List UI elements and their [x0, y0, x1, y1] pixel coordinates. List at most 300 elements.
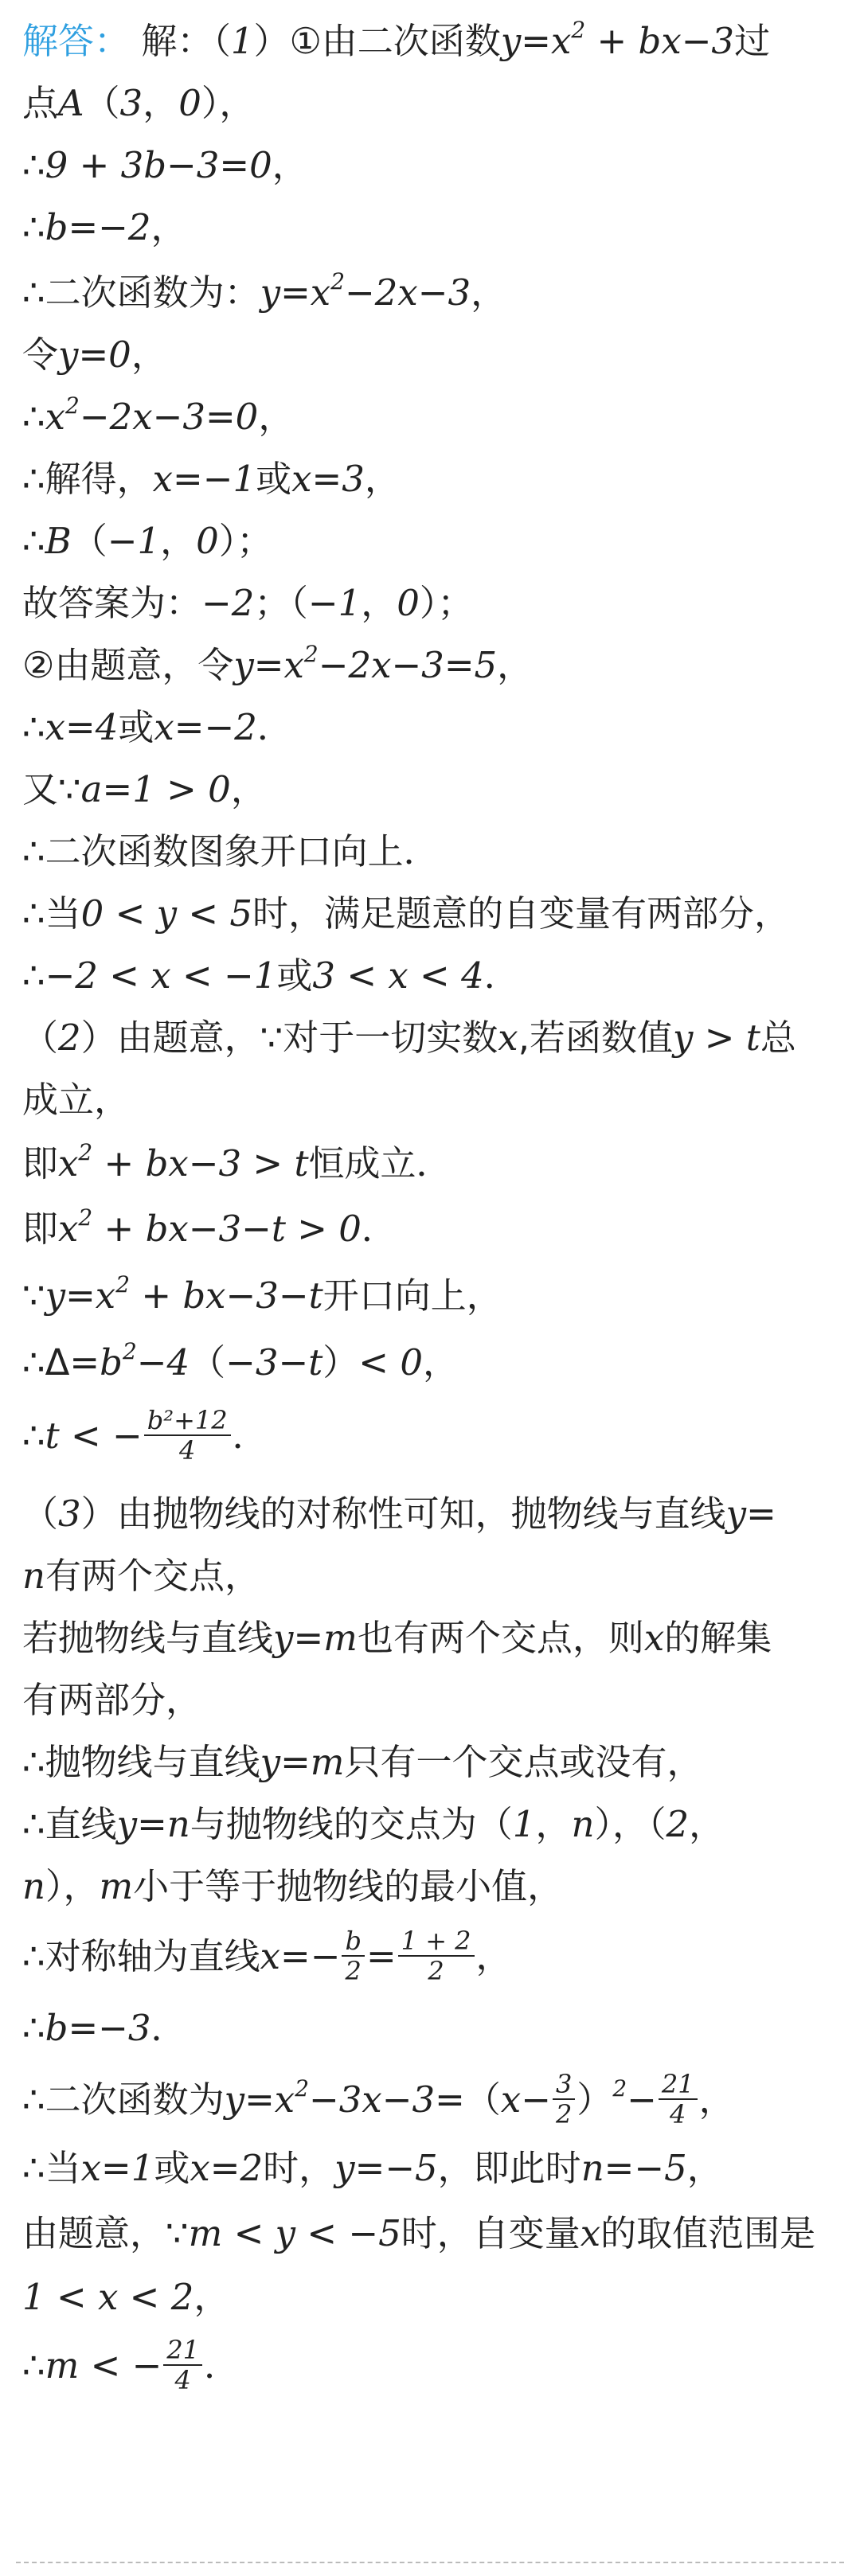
text-run: =: [746, 1493, 776, 1535]
answer-label: 解答：: [22, 20, 131, 62]
solution-line: [22, 142, 842, 189]
math-term: x: [260, 1935, 281, 1977]
text-run: =−: [354, 2147, 416, 2189]
text-run: ∴当: [22, 892, 81, 935]
math-term: 3b: [120, 144, 167, 186]
text-run: +: [130, 1274, 183, 1317]
text-run: −: [79, 396, 110, 438]
math-term: 3: [711, 20, 735, 62]
math-term: bx: [145, 1208, 189, 1250]
solution-line: [22, 1076, 842, 1124]
text-run: <: [177, 892, 230, 935]
text-run: −: [241, 1208, 272, 1250]
exponent: 2: [612, 2075, 627, 2102]
text-run: ，: [258, 396, 295, 438]
text-run: ．: [232, 1415, 268, 1457]
math-term: x: [550, 20, 572, 62]
text-run: （−: [71, 520, 138, 562]
text-run: ）①由二次函数: [253, 20, 501, 62]
math-term: 2x: [109, 396, 153, 438]
math-term: x: [45, 396, 66, 438]
text-run: ∴二次函数图象开口向上．: [22, 830, 440, 872]
math-term: 3: [256, 1274, 279, 1317]
math-term: x: [291, 458, 312, 500]
text-run: ．: [483, 954, 520, 997]
text-run: >: [154, 768, 209, 810]
math-term: 2x: [374, 271, 418, 314]
math-term: y: [260, 271, 281, 314]
solution-line: [22, 1405, 842, 1468]
text-run: 故答案为：−: [22, 582, 232, 624]
fraction: [659, 2070, 698, 2129]
math-term: t: [271, 1208, 286, 1250]
math-term: y: [233, 644, 254, 686]
solution-line: [22, 1676, 842, 1724]
text-run: =: [311, 458, 342, 500]
math-term: x: [80, 2147, 102, 2189]
math-term: n: [571, 1803, 595, 1845]
math-term: m: [99, 1865, 134, 1907]
text-run: ，: [272, 144, 308, 186]
text-run: −: [188, 1208, 219, 1250]
text-run: ，: [535, 1803, 572, 1845]
text-run: ∴−: [22, 954, 76, 997]
text-run: +: [585, 20, 639, 62]
solution-line: [22, 393, 842, 446]
text-run: <: [45, 2276, 98, 2318]
math-term: x: [498, 1017, 518, 1059]
text-run: ），: [201, 82, 256, 124]
exponent: 2: [330, 268, 346, 295]
text-run: ，: [698, 2078, 735, 2121]
text-run: =−: [68, 206, 128, 248]
text-run: =−: [173, 458, 233, 500]
text-run: ．: [150, 2007, 187, 2049]
text-run: 时，满足题意的自变量有两部分，: [252, 892, 791, 935]
math-term: 2: [170, 2276, 194, 2318]
solution-line: [22, 828, 842, 876]
exponent: 2: [295, 2075, 310, 2102]
text-run: =（: [435, 2078, 501, 2121]
text-run: <: [104, 892, 157, 935]
text-run: ∴: [22, 144, 45, 186]
math-term: 4: [95, 706, 119, 748]
text-run: −: [278, 1341, 309, 1384]
solution-line: [22, 766, 842, 814]
text-run: （: [22, 1017, 59, 1059]
math-term: y: [260, 1741, 281, 1783]
text-run: ∴抛物线与直线: [22, 1741, 260, 1783]
exponent: 2: [571, 17, 586, 43]
text-run: ，即此时: [437, 2147, 581, 2189]
fraction-denominator: 4: [670, 2099, 686, 2129]
text-run: ，: [497, 644, 534, 686]
text-run: 总: [760, 1017, 796, 1059]
math-term: m: [188, 2212, 223, 2254]
text-run: =: [444, 644, 475, 686]
text-run: ，: [686, 2147, 723, 2189]
text-run: −: [521, 2078, 551, 2121]
text-run: < −: [295, 2212, 379, 2254]
fraction-numerator: b: [342, 1926, 364, 1957]
math-term: t: [45, 1415, 60, 1457]
math-term: n: [22, 1865, 45, 1907]
exponent: 2: [78, 1139, 93, 1165]
math-term: 5: [664, 2147, 687, 2189]
text-run: 与抛物线的交点为（: [190, 1803, 513, 1845]
math-term: 3: [448, 271, 471, 314]
solution-line: [22, 2210, 842, 2258]
math-term: m: [45, 2344, 80, 2387]
solution-line: [22, 1490, 842, 1538]
text-run: =: [102, 768, 133, 810]
solution-line: [22, 580, 842, 627]
math-term: y: [45, 1274, 66, 1317]
exponent: 2: [122, 1338, 137, 1364]
math-term: 9: [45, 144, 68, 186]
math-term: 2: [127, 206, 151, 248]
text-run: =: [280, 1741, 311, 1783]
text-run: 成立，: [22, 1079, 131, 1121]
math-term: 3: [421, 644, 444, 686]
math-term: m: [323, 1617, 358, 1659]
math-term: 1: [233, 458, 256, 500]
text-run: ∴: [22, 396, 45, 438]
text-run: ，: [160, 520, 197, 562]
text-run: −: [278, 1274, 309, 1317]
solution-line: [22, 2335, 842, 2398]
text-run: −: [681, 20, 712, 62]
text-run: ∴: [22, 1415, 45, 1457]
math-term: t: [308, 1274, 323, 1317]
math-term: y: [725, 1493, 747, 1535]
text-run: −: [225, 1274, 256, 1317]
math-term: x: [45, 706, 66, 748]
math-term: 0: [208, 768, 231, 810]
math-term: x: [150, 954, 171, 997]
text-run: ，: [361, 582, 397, 624]
solution-line: [22, 18, 842, 70]
math-term: 3: [196, 144, 220, 186]
text-run: −: [345, 271, 375, 314]
text-run: ，: [131, 334, 167, 376]
text-run: ∴: [22, 2007, 45, 2049]
solution-line: [22, 517, 842, 565]
text-run: 有两部分，: [22, 1679, 202, 1721]
text-run: 小于等于抛物线的最小值，: [133, 1865, 564, 1907]
text-run: ，: [471, 271, 507, 314]
math-term: m: [310, 1741, 345, 1783]
exponent: 2: [303, 641, 319, 667]
text-run: 点: [22, 82, 59, 124]
math-term: 5: [415, 2147, 438, 2189]
fraction-numerator: 21: [163, 2336, 202, 2366]
math-term: x: [310, 271, 331, 314]
text-run: 时，: [263, 2147, 335, 2189]
math-term: b: [45, 206, 68, 248]
text-run: −: [627, 2078, 657, 2121]
math-term: 5: [474, 644, 498, 686]
math-term: 0: [249, 144, 272, 186]
text-run: ∴Δ=: [22, 1341, 100, 1384]
text-run: +: [68, 144, 121, 186]
solution-line: [22, 331, 842, 379]
text-run: 只有一个交点或没有，: [344, 1741, 703, 1783]
math-term: 2: [231, 582, 255, 624]
text-run: ．: [204, 2344, 240, 2387]
fraction-denominator: 2: [428, 1956, 444, 1986]
text-run: 的解集: [664, 1617, 772, 1659]
text-run: =: [253, 644, 284, 686]
solution-line: [22, 269, 842, 322]
text-run: ∴: [22, 2344, 45, 2387]
math-term: n: [580, 2147, 604, 2189]
solution-line: [22, 1272, 842, 1325]
math-term: 3: [412, 2078, 436, 2121]
math-term: 0: [178, 82, 201, 124]
math-term: 1: [137, 520, 161, 562]
math-term: y: [156, 892, 178, 935]
fraction-denominator: 4: [174, 2365, 191, 2395]
math-term: 5: [378, 2212, 401, 2254]
text-run: <: [222, 2212, 276, 2254]
fraction-numerator: 3: [553, 2070, 575, 2100]
math-term: x: [274, 2078, 295, 2121]
text-run: ∴: [22, 520, 45, 562]
text-run: 即: [22, 1142, 59, 1185]
solution-line: [22, 1014, 842, 1062]
text-run: ）<: [322, 1341, 401, 1384]
text-run: ．: [256, 706, 293, 748]
text-run: 时，自变量: [401, 2212, 580, 2254]
math-term: 2: [666, 1803, 690, 1845]
solution-line: [22, 1801, 842, 1848]
fraction-denominator: 4: [179, 1435, 196, 1466]
solution-line: [22, 2069, 842, 2132]
math-term: 3: [119, 82, 143, 124]
text-run: 又∵: [22, 768, 81, 810]
text-run: +: [92, 1142, 146, 1185]
math-term: x: [283, 644, 304, 686]
text-run: <: [408, 954, 462, 997]
math-term: 3x: [338, 2078, 382, 2121]
math-term: 1: [512, 1803, 536, 1845]
text-run: >: [285, 1208, 339, 1250]
solution-line: [22, 2004, 842, 2052]
text-run: （: [22, 1493, 59, 1535]
text-run: ，: [422, 1341, 459, 1384]
text-run: =−: [280, 1935, 341, 1977]
math-term: 0: [108, 334, 131, 376]
math-term: y: [275, 2212, 296, 2254]
math-term: 3: [182, 396, 205, 438]
math-term: x: [58, 1208, 79, 1250]
math-term: x: [580, 2212, 601, 2254]
math-term: A: [58, 82, 84, 124]
text-run: =: [137, 1803, 167, 1845]
text-run: ，: [143, 82, 179, 124]
fraction: [553, 2070, 575, 2129]
text-run: −: [136, 1341, 167, 1384]
text-run: ∴当: [22, 2147, 81, 2189]
text-run: 若抛物线与直线: [22, 1617, 274, 1659]
math-term: 0: [235, 396, 259, 438]
text-run: >: [241, 1142, 295, 1185]
math-term: x: [97, 2276, 119, 2318]
text-run: =: [293, 1617, 324, 1659]
text-run: −: [309, 2078, 339, 2121]
math-term: x: [643, 1617, 665, 1659]
solution-line: [22, 1614, 842, 1662]
solution-line: [22, 642, 842, 694]
solution-line: [22, 1140, 842, 1192]
math-term: B: [45, 520, 72, 562]
text-run: 或: [118, 706, 154, 748]
fraction: [163, 2336, 202, 2395]
bottom-divider: [16, 2562, 844, 2563]
text-run: =: [78, 334, 109, 376]
fraction: [144, 1406, 231, 1465]
math-term: y: [500, 20, 522, 62]
text-run: ∴: [22, 206, 45, 248]
solution-line: [22, 1552, 842, 1600]
text-run: =: [209, 2147, 240, 2189]
math-term: 3: [58, 1493, 81, 1535]
text-run: −: [381, 2078, 412, 2121]
math-term: bx: [182, 1274, 226, 1317]
math-term: 3: [255, 1341, 279, 1384]
math-term: bx: [638, 20, 682, 62]
text-run: −: [166, 144, 197, 186]
fraction-numerator: 21: [659, 2070, 698, 2100]
text-run: =−: [604, 2147, 665, 2189]
exponent: 2: [78, 1204, 93, 1231]
text-run: 令: [22, 334, 59, 376]
solution-line: [22, 80, 842, 127]
math-term: 3: [127, 2007, 151, 2049]
math-term: y: [673, 1017, 694, 1059]
solution-line: [22, 1205, 842, 1258]
text-run: 过: [734, 20, 771, 62]
text-run: （−: [190, 1341, 256, 1384]
text-run: =−: [68, 2007, 128, 2049]
text-run: ），（: [594, 1803, 666, 1845]
text-run: 有两个交点，: [45, 1555, 260, 1597]
math-term: x: [95, 1274, 116, 1317]
math-term: 1: [132, 768, 155, 810]
math-term: t: [294, 1142, 309, 1185]
math-term: y: [224, 2078, 245, 2121]
solution-line: [22, 704, 842, 751]
text-run: ,若函数值: [518, 1017, 673, 1059]
math-term: 0: [400, 1341, 423, 1384]
text-run: 或: [154, 2147, 190, 2189]
math-term: 3: [342, 458, 365, 500]
text-run: ）由题意，∵对于一切实数: [80, 1017, 498, 1059]
fraction-numerator: b²+12: [144, 1406, 231, 1436]
text-run: 的取值范围是: [600, 2212, 816, 2254]
solution-line: [22, 2145, 842, 2192]
math-term: t: [308, 1341, 323, 1384]
math-term: x: [190, 2147, 210, 2189]
exponent: 2: [115, 1271, 131, 1298]
math-term: 1: [230, 20, 254, 62]
math-term: y: [334, 2147, 355, 2189]
text-run: +: [92, 1208, 146, 1250]
math-term: 3: [312, 954, 336, 997]
text-run: −: [391, 644, 422, 686]
exponent: 2: [65, 392, 80, 419]
text-run: ，: [230, 768, 267, 810]
text-run: （: [84, 82, 120, 124]
fraction-denominator: 2: [345, 1956, 362, 1986]
text-run: ∴: [22, 706, 45, 748]
text-run: <: [118, 2276, 171, 2318]
fraction: [342, 1926, 364, 1985]
text-run: =: [366, 1935, 397, 1977]
text-run: <: [335, 954, 389, 997]
text-run: ．: [361, 1208, 397, 1250]
text-run: ∴二次函数为: [22, 2078, 225, 2121]
text-run: =: [219, 144, 250, 186]
math-term: 0: [196, 520, 219, 562]
solution-line: [22, 204, 842, 252]
math-term: 0: [397, 582, 420, 624]
math-term: x: [58, 1142, 79, 1185]
math-term: b: [100, 1341, 123, 1384]
math-term: 5: [229, 892, 253, 935]
text-run: ∴直线: [22, 1803, 117, 1845]
text-run: ），: [45, 1865, 100, 1907]
text-run: < −: [59, 1415, 143, 1457]
text-run: ，: [689, 1803, 725, 1845]
math-term: 0: [338, 1208, 362, 1250]
text-run: ，: [150, 206, 187, 248]
text-run: 解：（: [130, 20, 231, 62]
solution-line: [22, 1863, 842, 1911]
math-term: t: [745, 1017, 760, 1059]
text-run: −: [188, 1142, 219, 1185]
math-term: n: [166, 1803, 190, 1845]
math-term: 4: [166, 1341, 190, 1384]
text-run: −: [318, 644, 349, 686]
math-term: 3: [218, 1208, 242, 1250]
math-term: 1: [22, 2276, 45, 2318]
text-run: ，: [475, 1935, 512, 1977]
math-term: y: [58, 334, 79, 376]
text-run: ∴解得，: [22, 458, 153, 500]
text-run: ；（−: [254, 582, 338, 624]
text-run: =: [65, 706, 96, 748]
math-term: 0: [80, 892, 104, 935]
text-run: =: [205, 396, 236, 438]
math-term: 2: [234, 706, 257, 748]
text-run: < −: [79, 2344, 162, 2387]
math-term: 1: [131, 2147, 154, 2189]
text-run: 或: [256, 458, 292, 500]
math-term: 1: [253, 954, 277, 997]
math-term: x: [152, 458, 174, 500]
text-run: −: [417, 271, 448, 314]
text-run: ，: [364, 458, 401, 500]
math-term: y: [273, 1617, 294, 1659]
text-run: <: [97, 954, 151, 997]
text-run: ）: [577, 2078, 613, 2121]
text-run: =: [280, 271, 311, 314]
fraction-denominator: 2: [555, 2099, 573, 2129]
math-term: x: [500, 2078, 522, 2121]
text-run: ∵: [22, 1274, 45, 1317]
